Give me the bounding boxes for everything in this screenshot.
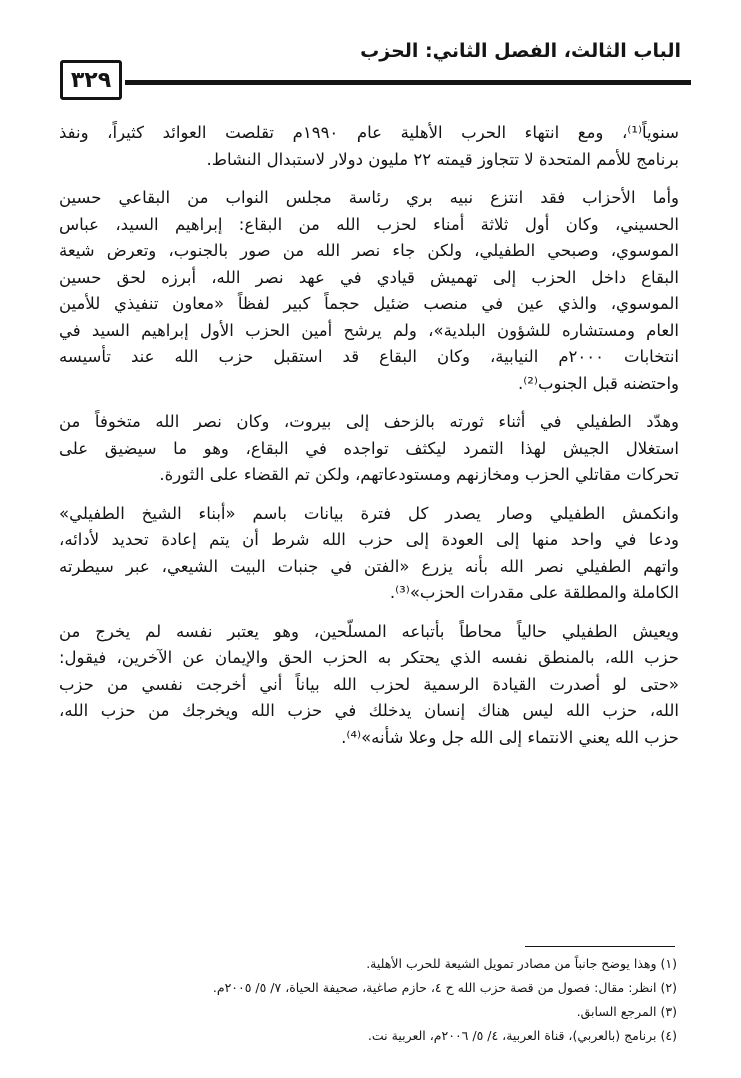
text-line: ويعيش الطفيلي حالياً محاطاً بأتباعه المسلّحين، وهو يعتبر نفسه لم يخرج من (59, 621, 679, 641)
paragraph-5 (59, 619, 679, 752)
footnotes (57, 952, 677, 1048)
text-line: الموسوي، والذي عين في منصب ضئيل حجماً كبير لفظاً «معاون تنفيذي للأمين (59, 294, 679, 313)
text-line: وانكمش الطفيلي وصار يصدر كل فترة بيانات باسم «أبناء الشيخ الطفيلي» (59, 503, 679, 523)
text-line: ودعا في واحد منها إلى العودة إلى حزب الله شرط أن يتم إعادة تحديد لأدائه، (59, 530, 679, 549)
footnote-3: (٣) المرجع السابق. (576, 1004, 677, 1019)
body-text (59, 112, 679, 763)
paragraph-4 (59, 501, 679, 607)
running-header-title: الباب الثالث، الفصل الثاني: الحزب (360, 40, 681, 62)
text-line: الله، حزب الله ليس هناك إنسان يدخلك في حزب الله ويخرجك من حزب الله، (59, 701, 679, 720)
text-line: حزب الله يعني الانتماء إلى الله جل وعلا شأنه»⁽⁴⁾. (341, 727, 679, 747)
text-line: العام ومستشاره للشؤون البلدية»، ولم يرشح أمين الحزب الأول إبراهيم السيد في (59, 320, 679, 340)
text-line: استغلال الجيش لهذا التمرد ليكثف تواجده في البقاع، وهو ما سيضيق على (59, 438, 679, 458)
text-line: الكاملة والمطلقة على مقدرات الحزب»⁽³⁾. (389, 583, 679, 602)
text-line: «حتى لو أصدرت القيادة الرسمية لحزب الله بياناً أني أخرجت نفسي من حزب (59, 674, 679, 694)
footnote-4: (٤) برنامج (بالعربي)، قناة العربية، ٤/ ٥/ ٢٠٠٦م، العربية نت. (367, 1028, 677, 1043)
text-line: برنامج للأمم المتحدة لا تتجاوز قيمته ٢٢ مليون دولار لاستبدال النشاط. (206, 149, 679, 169)
text-line: واحتضنه قبل الجنوب⁽²⁾. (517, 373, 679, 393)
text-line: سنوياً⁽¹⁾، ومع انتهاء الحرب الأهلية عام ١٩٩٠م تقلصت العوائد كثيراً، ونفذ (59, 123, 679, 142)
text-line: واتهم الطفيلي نصر الله بأنه يزرع «الفتن في جنبات البيت الشيعي، عبر سيطرته (59, 556, 679, 576)
text-line: حزب الله، بالمنطق نفسه الذي يحتكر به الحزب الحق والإيمان عن الآخرين، فيقول: (59, 648, 679, 667)
footnote-2: (٢) انظر: مقال: فصول من قصة حزب الله ح ٤، حازم صاغية، صحيفة الحياة، ٧/ ٥/ ٢٠٠٥م. (212, 980, 677, 995)
text-line: تحركات مقاتلي الحزب ومخازنهم ومستودعاتهم، ولكن تم القضاء على الثورة. (159, 465, 679, 484)
text-line: البقاع داخل الحزب إلى تهميش قيادي في عهد نصر الله، أبرزه لحق حسين (59, 267, 679, 287)
header-rule (125, 80, 691, 85)
paragraph-1 (59, 120, 679, 173)
text-line: وأما الأحزاب فقد انتزع نبيه بري رئاسة مجلس النواب من البقاعي حسين (59, 188, 679, 207)
page-number: ٣٢٩ (60, 60, 122, 100)
paragraph-2 (59, 185, 679, 397)
footnote-1: (١) وهذا يوضح جانباً من مصادر تمويل الشيعة للحرب الأهلية. (366, 956, 677, 971)
text-line: وهدّد الطفيلي في أثناء ثورته بالزحف إلى بيروت، وكان نصر الله متخوفاً من (59, 412, 679, 431)
footnote-separator (525, 946, 675, 947)
paragraph-3 (59, 409, 679, 489)
text-line: الحسيني، وكان أول ثلاثة أمناء لحزب الله من البقاع: إبراهيم السيد، عباس (59, 214, 679, 234)
text-line: الموسوي، وصبحي الطفيلي، ولكن جاء نصر الله من صور بالجنوب، وتعرض شيعة (59, 241, 679, 260)
text-line: انتخابات ٢٠٠٠م النيابية، وكان البقاع قد استقبل حزب الله عند تأسيسه (59, 347, 679, 366)
